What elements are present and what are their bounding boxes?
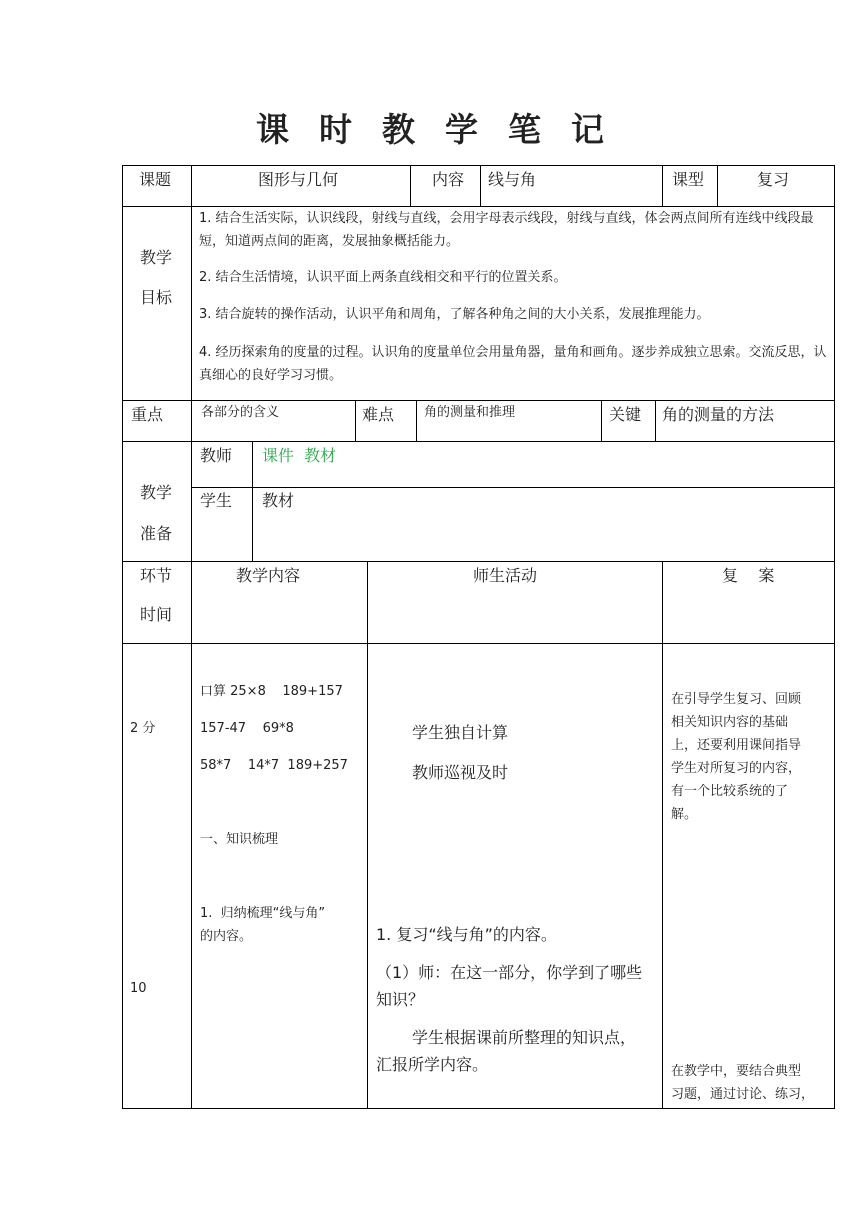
content-header: 教学内容 bbox=[236, 566, 301, 585]
grid-line bbox=[717, 165, 718, 206]
review-note-line: 上，还要利用课间指导 bbox=[671, 738, 802, 753]
stage-header: 环节 bbox=[140, 566, 173, 585]
objectives-label: 教学 bbox=[140, 248, 173, 267]
content-label: 内容 bbox=[432, 170, 465, 189]
grid-line bbox=[410, 165, 411, 206]
prep-label: 准备 bbox=[140, 524, 173, 543]
grid-line bbox=[191, 165, 192, 1109]
critical-value: 角的测量的方法 bbox=[662, 405, 775, 424]
oral-calc: 157-47 69*8 bbox=[200, 721, 294, 736]
grid-line bbox=[192, 487, 835, 488]
title-char: 教 bbox=[382, 110, 415, 149]
title-char: 课 bbox=[256, 110, 289, 149]
grid-line bbox=[355, 400, 356, 441]
objective-item: 4. 经历探索角的度量的过程。认识角的度量单位会用量角器，量角和画角。逐步养成独立思索。交流反思，认真细心的良好学习习惯。 bbox=[199, 345, 827, 383]
topic-label: 课题 bbox=[139, 170, 172, 189]
grid-line bbox=[122, 643, 835, 644]
review-note-line: 有一个比较系统的了 bbox=[671, 784, 789, 799]
content-item: 的内容。 bbox=[200, 929, 253, 944]
activity-text: 教师巡视及时 bbox=[412, 763, 509, 782]
activity-header: 师生活动 bbox=[473, 566, 538, 585]
oral-calc: 口算 25×8 189+157 bbox=[200, 684, 343, 699]
content-item: 1. 归纳梳理“线与角” bbox=[200, 906, 326, 921]
grid-line bbox=[834, 165, 835, 1109]
activity-text: 汇报所学内容。 bbox=[376, 1055, 489, 1074]
grid-line bbox=[122, 1108, 835, 1109]
review-note-line: 在教学中，要结合典型 bbox=[671, 1064, 802, 1079]
teacher-value: 课件 教材 bbox=[262, 446, 337, 465]
grid-line bbox=[662, 561, 663, 1109]
objective-item: 1. 结合生活实际，认识线段，射线与直线，会用字母表示线段，射线与直线，体会两点间所有连线中线段最短，知道两点间的距离，发展抽象概括能力。 bbox=[199, 211, 814, 249]
grid-line bbox=[662, 165, 663, 206]
topic-value: 图形与几何 bbox=[258, 170, 339, 189]
grid-line bbox=[122, 165, 123, 1109]
activity-text: 1. 复习“线与角”的内容。 bbox=[376, 925, 557, 944]
student-value: 教材 bbox=[262, 491, 295, 510]
review-note bbox=[671, 1060, 814, 1106]
difficulty-value: 角的测量和推理 bbox=[424, 405, 516, 420]
title-char: 笔 bbox=[508, 110, 541, 149]
grid-line bbox=[601, 400, 602, 441]
objective-item: 3. 结合旋转的操作活动，认识平角和周角，了解各种角之间的大小关系，发展推理能力。 bbox=[199, 307, 710, 322]
time-cell: 10 bbox=[130, 981, 147, 996]
grid-line bbox=[416, 400, 417, 441]
title-char: 学 bbox=[445, 110, 478, 149]
activity-text: （1）师：在这一部分，你学到了哪些 bbox=[376, 963, 643, 982]
review-note-line: 相关知识内容的基础 bbox=[671, 715, 789, 730]
grid-line bbox=[122, 561, 835, 562]
critical-label: 关键 bbox=[609, 405, 642, 424]
grid-line bbox=[252, 441, 253, 561]
teacher-label: 教师 bbox=[200, 446, 233, 465]
key-label: 重点 bbox=[131, 405, 164, 424]
review-note bbox=[671, 688, 801, 826]
difficulty-label: 难点 bbox=[362, 405, 395, 424]
review-note-line: 习题，通过讨论、练习， bbox=[671, 1087, 815, 1102]
review-header: 复 案 bbox=[722, 566, 775, 585]
grid-line bbox=[122, 165, 835, 166]
prep-label: 教学 bbox=[140, 483, 173, 502]
key-value: 各部分的含义 bbox=[201, 405, 280, 420]
grid-line bbox=[367, 561, 368, 1109]
section-heading: 一、知识梳理 bbox=[200, 832, 279, 847]
objective-item: 2. 结合生活情境，认识平面上两条直线相交和平行的位置关系。 bbox=[199, 270, 567, 285]
grid-line bbox=[480, 165, 481, 206]
review-note-line: 解。 bbox=[671, 807, 698, 822]
review-note-line: 在引导学生复习、回顾 bbox=[671, 692, 802, 707]
type-value: 复习 bbox=[757, 170, 790, 189]
title-char: 记 bbox=[571, 110, 604, 149]
page-title bbox=[0, 104, 860, 151]
type-label: 课型 bbox=[672, 170, 705, 189]
activity-text: 学生根据课前所整理的知识点， bbox=[412, 1028, 637, 1047]
stage-header: 时间 bbox=[140, 605, 173, 624]
time-cell: 2 分 bbox=[130, 721, 156, 736]
grid-line bbox=[655, 400, 656, 441]
grid-line bbox=[122, 441, 835, 442]
oral-calc: 58*7 14*7 189+257 bbox=[200, 758, 348, 773]
activity-text: 学生独自计算 bbox=[412, 723, 509, 742]
activity-text: 知识？ bbox=[376, 990, 425, 1009]
title-char: 时 bbox=[319, 110, 352, 149]
student-label: 学生 bbox=[200, 491, 233, 510]
objectives-label: 目标 bbox=[140, 288, 173, 307]
review-note-line: 学生对所复习的内容， bbox=[671, 761, 802, 776]
content-value: 线与角 bbox=[488, 170, 537, 189]
